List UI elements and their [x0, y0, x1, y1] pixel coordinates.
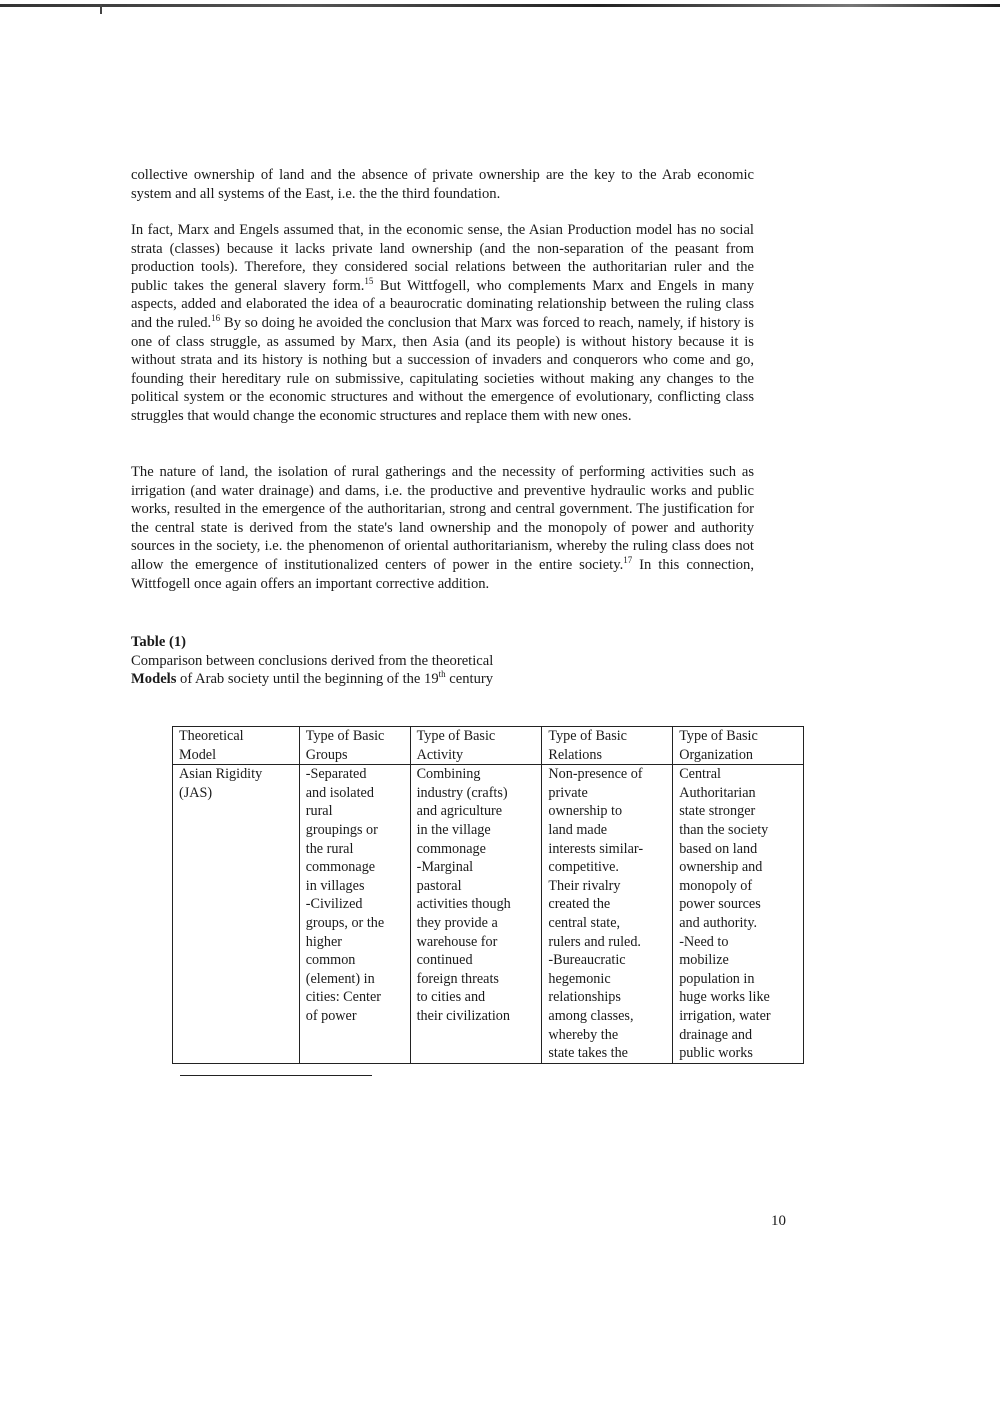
comparison-table: [172, 726, 804, 1064]
paragraph-2: [131, 221, 754, 426]
header-basic-organization: Type of Basic Organization: [673, 727, 804, 765]
footnote-ref-16[interactable]: 16: [211, 313, 221, 324]
table-caption: [131, 633, 493, 689]
cell-activity: Combining industry (crafts) and agriculture in the village commonage -Marginal pastoral activities though they provide a warehouse for continued foreign threats to cities and their civilization: [410, 765, 542, 1064]
header-basic-relations: Type of Basic Relations: [542, 727, 673, 765]
table-label: Table (1): [131, 634, 187, 650]
header-basic-groups: Type of Basic Groups: [299, 727, 410, 765]
footnote-ref-15[interactable]: 15: [364, 275, 374, 286]
table-caption-line-2: [131, 670, 493, 689]
footnote-ref-17[interactable]: 17: [623, 555, 633, 566]
cell-groups: -Separated and isolated rural groupings or the rural commonage in villages -Civilized groups, or the higher common (element) in cities: Center of power: [299, 765, 410, 1064]
paragraph-3-text-b: In this connection, Wittfogell once again offers an important corrective addition.: [131, 556, 754, 592]
header-theoretical-model: Theoretical Model: [173, 727, 300, 765]
paragraph-2-text-c: By so doing he avoided the conclusion that Marx was forced to reach, namely, if history is one of class struggle, as assumed by Marx, then Asia (and its people) is without history because it is without strata and its history is nothing but a succession of invaders and conquerors who come and go, founding their hereditary rule on submissive, capitulating societies without making any changes to the political system or the economic structures and without the emergence of evolutionary, conflicting class struggles that would change the economic structures and replace them with new ones.: [131, 314, 754, 424]
table-caption-line-1: Comparison between conclusions derived from the theoretical: [131, 652, 494, 669]
footnote-separator: [180, 1075, 372, 1076]
scan-edge-tick: [100, 4, 102, 14]
table-caption-rest: of Arab society until the beginning of the 19: [176, 671, 439, 688]
cell-relations: Non-presence of private ownership to land made interests similar- competitive. Their rivalry created the central state, rulers and ruled. -Bureaucratic hegemonic relationships among classes, whereby the state takes the: [542, 765, 673, 1064]
paragraph-3: [131, 463, 754, 593]
page-number: 10: [771, 1213, 786, 1229]
paragraph-2-text-b: But Wittfogell, who complements Marx and Engels in many aspects, added and elaborated the idea of a beaurocratic dominating relationship between the ruling class and the ruled.: [131, 277, 754, 331]
table-header-row: [173, 727, 804, 765]
header-basic-activity: Type of Basic Activity: [410, 727, 542, 765]
table-caption-end: century: [445, 671, 494, 688]
table-caption-bold-word: Models: [131, 671, 177, 688]
cell-organization: Central Authoritarian state stronger than the society based on land ownership and monopoly of power sources and authority. -Need to mobilize population in huge works like irrigation, water drainage and public works: [673, 765, 804, 1064]
cell-model: Asian Rigidity (JAS): [173, 765, 300, 1064]
scan-edge-line: [0, 4, 1000, 7]
table-caption-superscript: th: [438, 669, 446, 680]
paragraph-1-text: collective ownership of land and the absence of private ownership are the key to the Arab economic system and all systems of the East, i.e. the the third foundation.: [131, 167, 754, 202]
table-row: [173, 765, 804, 1064]
paragraph-3-text-a: The nature of land, the isolation of rural gatherings and the necessity of performing activities such as irrigation (and water drainage) and dams, i.e. the productive and preventive hydraulic works and public works, resulted in the emergence of the authoritarian, strong and central government. The justification for the central state is derived from the state's land ownership and the monopoly of power and authority sources in the society, i.e. the phenomenon of oriental authoritarianism, whereby the ruling class does not allow the emergence of institutionalized centers of power in the entire society.: [131, 464, 754, 573]
paragraph-1: [131, 166, 754, 203]
paragraph-2-text-a: In fact, Marx and Engels assumed that, in the economic sense, the Asian Production model has no social strata (classes) because it lacks private land ownership (and the non-separation of the peasant from production tools). Therefore, they considered social relations between the authoritarian ruler and the public takes the general slavery form.: [131, 222, 754, 294]
